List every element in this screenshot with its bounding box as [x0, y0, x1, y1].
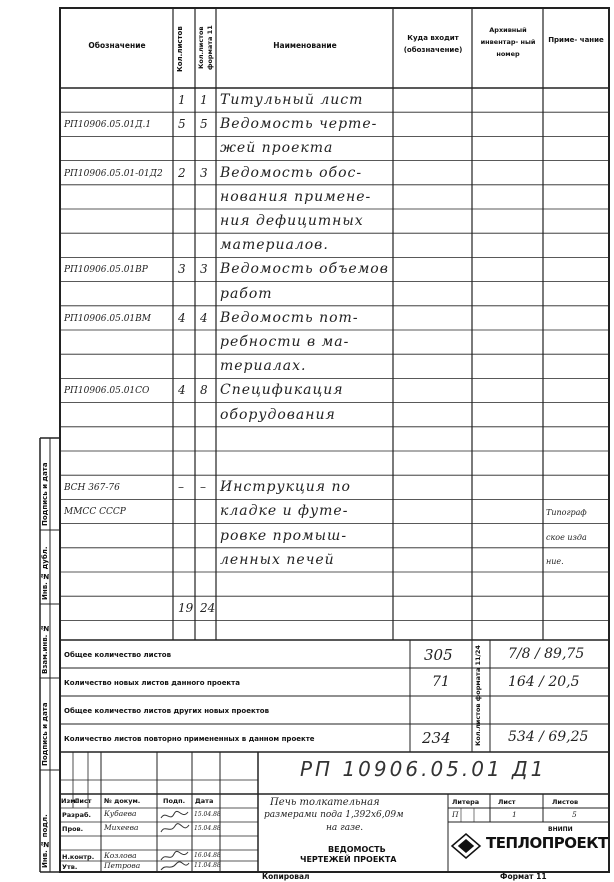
summary-right-reused: 534 / 69,25	[508, 729, 589, 745]
tb-role-checker: Пров.	[62, 825, 84, 833]
summary-right-new: 164 / 20,5	[508, 674, 580, 690]
row-name: териалах.	[220, 358, 307, 375]
row-note: ние.	[546, 556, 564, 566]
tb-hdr-sign: Подп.	[163, 797, 186, 805]
row-format11: 3	[200, 165, 208, 180]
tb-date-checker: 15.04.88	[194, 825, 221, 832]
tb-person-developer: Кубаева	[104, 809, 137, 818]
row-name: нования примене-	[220, 188, 372, 205]
summary-right-total: 7/8 / 89,75	[508, 646, 585, 662]
tb-doc-title-2: ЧЕРТЕЖЕЙ ПРОЕКТА	[300, 855, 397, 864]
tb-listov-value: 5	[572, 810, 577, 819]
margin-inv-dubl: Инв. № дубл.	[41, 546, 49, 600]
row-format11: 8	[200, 383, 208, 398]
header-sheets-format11: Кол.листов формата 11	[197, 25, 214, 71]
tb-role-approved: Утв.	[62, 863, 78, 871]
tb-date-developer: 15.04.88	[194, 811, 221, 818]
summary-new-value: 71	[432, 674, 450, 690]
row-sheets: 2	[178, 165, 186, 180]
tb-litera-label: Литера	[452, 798, 480, 806]
row-format11: –	[200, 480, 206, 495]
tb-person-checker: Михеева	[104, 823, 139, 832]
tb-person-norm-control: Козлова	[104, 851, 137, 860]
header-sheets-count: Кол.листов	[176, 26, 184, 72]
footer-copied: Копировал	[262, 872, 310, 881]
tb-hdr-doc: № докум.	[104, 797, 141, 805]
row-sheets: 1	[178, 93, 186, 107]
row-format11: 4	[200, 310, 208, 325]
row-designation: РП10906.05.01Д.1	[64, 120, 152, 131]
row-name: кладке и футе-	[220, 503, 349, 520]
tb-listov-label: Листов	[552, 798, 579, 806]
summary-reused-label: Количество листов повторно примененных в данном проекте	[64, 735, 315, 743]
row-name: ленных печей	[220, 551, 335, 568]
margin-inv-podl: Инв. № подл.	[41, 814, 49, 868]
tb-date-norm-control: 16.04.88	[194, 852, 221, 859]
row-name: жей проекта	[220, 140, 334, 157]
row-format11: 3	[200, 262, 208, 277]
header-name: Наименование	[273, 41, 337, 50]
row-designation: РП10906.05.01СО	[64, 386, 150, 397]
row-name: работ	[220, 285, 273, 302]
summary-new-label: Количество новых листов данного проекта	[64, 679, 240, 687]
summary-other-label: Общее количество листов других новых проектов	[64, 707, 269, 715]
row-designation: РП10906.05.01-01Д2	[64, 168, 163, 179]
summary-format-label: Кол.листов формата 11/24	[474, 645, 482, 746]
header-designation: Обозначение	[88, 41, 146, 50]
margin-podpis-data-1: Подпись и дата	[41, 462, 49, 526]
tb-doc-title-1: ВЕДОМОСТЬ	[328, 845, 386, 854]
margin-podpis-data-2: Подпись и дата	[41, 702, 49, 766]
tb-role-developer: Разраб.	[62, 811, 91, 819]
row-note: ское изда	[546, 532, 587, 542]
summary-reused-value: 234	[422, 729, 451, 747]
row-sheets: –	[178, 480, 184, 495]
row-note: Типограф	[546, 508, 587, 518]
tb-person-approved: Петрова	[104, 861, 141, 870]
tb-litera-value: П	[452, 810, 459, 819]
tb-desc-line-3: на газе.	[326, 823, 364, 833]
row-name: Спецификация	[220, 382, 344, 399]
tb-desc-line-1: Печь толкательная	[270, 797, 380, 808]
row-name: ровке промыш-	[220, 527, 348, 544]
row-sheets: 4	[178, 383, 186, 398]
row-name: Инструкция по	[220, 479, 351, 496]
tb-hdr-date: Дата	[195, 797, 214, 805]
row-name: материалов.	[220, 237, 329, 254]
tb-hdr-list: Лист	[74, 797, 92, 805]
row-designation: РП10906.05.01ВР	[64, 265, 148, 276]
tb-desc-line-2: размерами пода 1,392х6,09м	[264, 810, 404, 820]
summary-total-label: Общее количество листов	[64, 651, 172, 659]
row-name: ребности в ма-	[220, 334, 350, 350]
tb-hdr-izm: Изм.	[61, 797, 78, 805]
row-format11: 5	[200, 117, 208, 132]
row-name: ния дефицитных	[220, 213, 364, 229]
row-name: Ведомость черте-	[220, 116, 378, 133]
tb-role-norm-control: Н.контр.	[62, 853, 95, 861]
tb-org-small: ВНИПИ	[548, 826, 573, 833]
margin-vzam: Взам.инв. №	[41, 624, 49, 674]
tb-org-logo-text: ТЕПЛОПРОЕКТ	[486, 834, 608, 852]
header-included-in: Куда входит (обозначение)	[403, 34, 463, 54]
row-sheets: 5	[178, 117, 186, 132]
tb-list-label: Лист	[498, 798, 516, 806]
row-name: Ведомость объемов	[220, 261, 389, 278]
row-designation: РП10906.05.01ВМ	[64, 313, 151, 324]
row-designation: ВСН 367-76	[64, 483, 120, 494]
tb-list-value: 1	[512, 810, 517, 819]
row-name: Ведомость пот-	[220, 309, 359, 326]
row-sheets: 19	[178, 601, 194, 616]
row-name: оборудования	[220, 406, 336, 423]
document-code: РП 10906.05.01 Д1	[300, 757, 547, 781]
header-note: Приме- чание	[548, 36, 604, 44]
logo-emblem	[452, 834, 480, 858]
row-format11: 24	[200, 601, 216, 616]
row-sheets: 3	[178, 262, 186, 277]
row-designation: ММСС СССР	[64, 507, 126, 518]
signatures	[158, 808, 192, 872]
header-archive-number: Архивный инвентар- ный номер	[480, 26, 536, 58]
footer-format: Формат 11	[500, 872, 547, 881]
row-sheets: 4	[178, 310, 186, 325]
row-format11: 1	[200, 93, 208, 107]
summary-total-value: 305	[424, 646, 453, 664]
row-name: Ведомость обос-	[220, 164, 363, 181]
tb-date-approved: 11.04.88	[194, 862, 221, 869]
row-name: Титульный лист	[220, 92, 364, 108]
